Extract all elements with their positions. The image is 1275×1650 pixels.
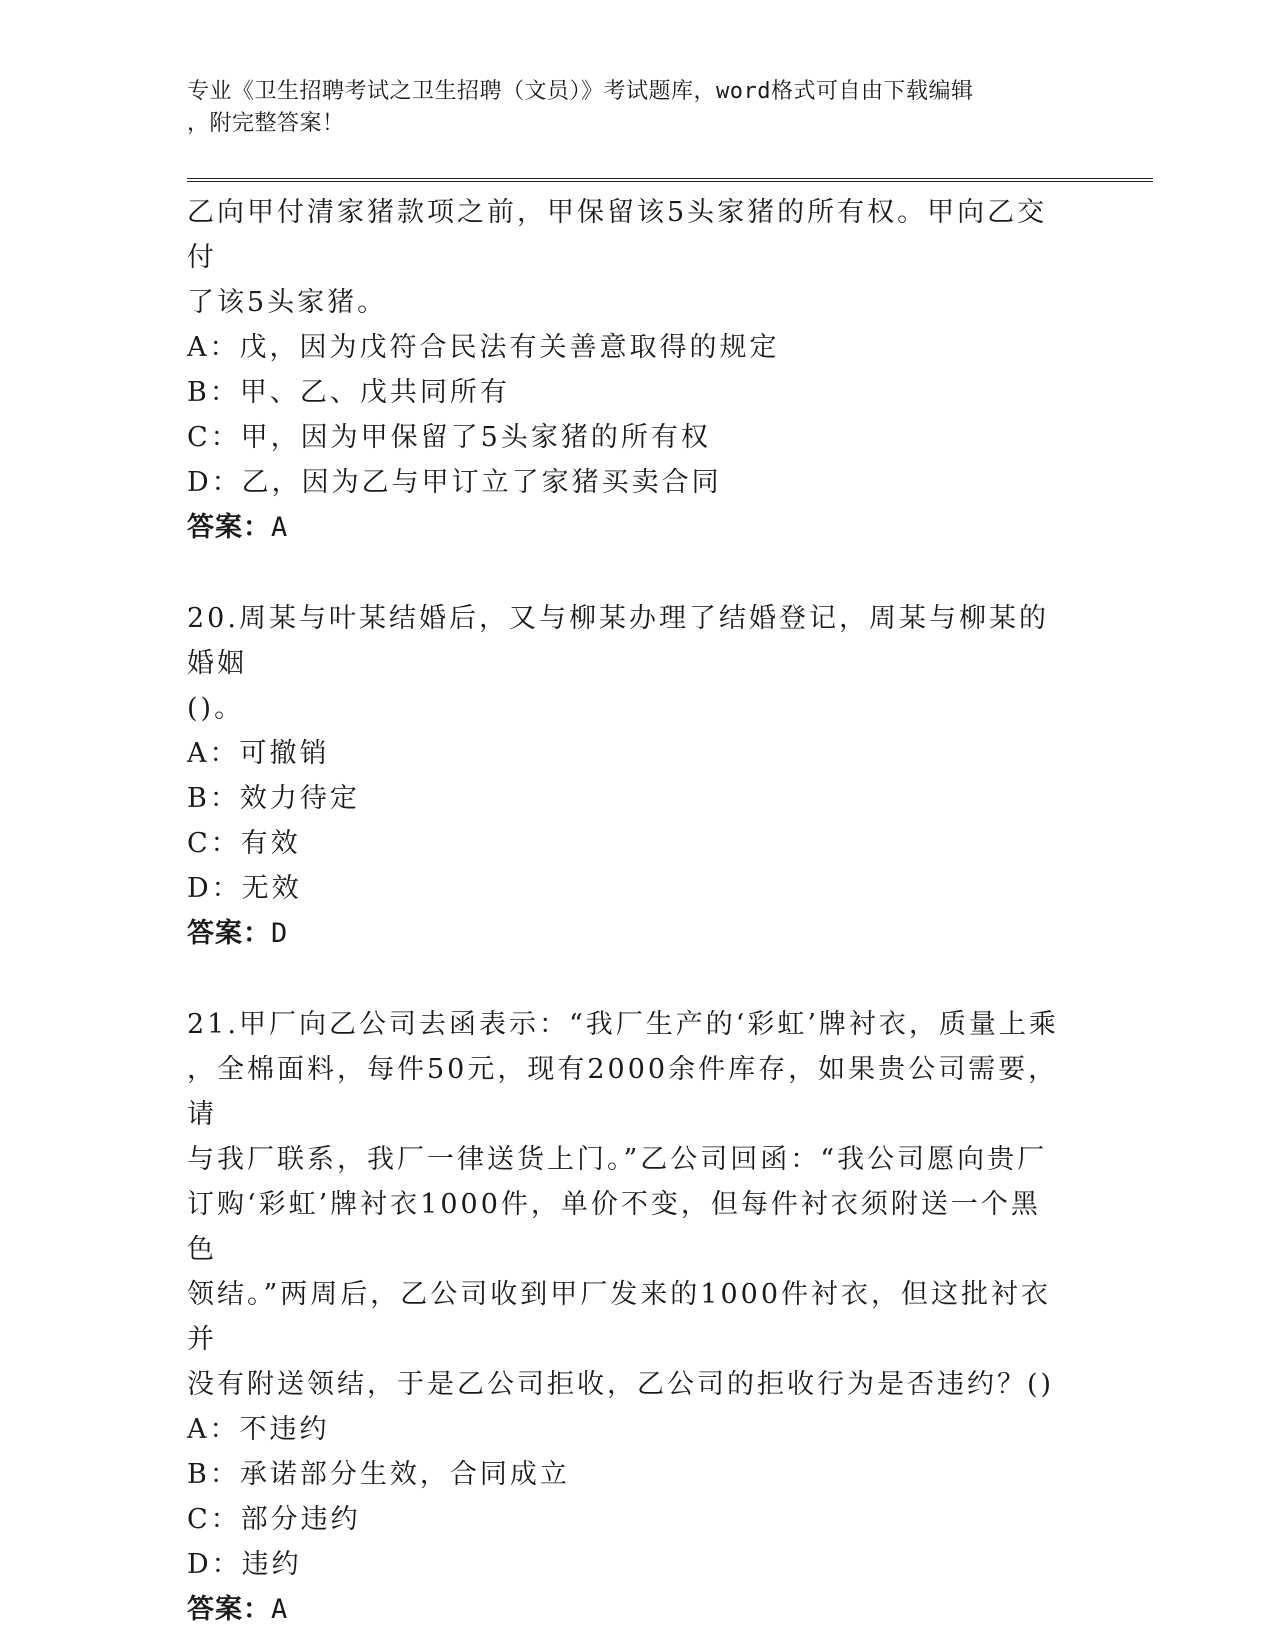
answer-label: 答案： — [187, 512, 271, 543]
option-b: B：承诺部分生效，合同成立 — [187, 1459, 570, 1490]
question-stem-line: 20.周某与叶某结婚后，又与柳某办理了结婚登记，周某与柳某的婚姻 — [187, 603, 1049, 679]
answer-value: D — [271, 918, 289, 949]
option-a: A：可撤销 — [187, 738, 330, 769]
header-double-rule — [187, 178, 1153, 182]
question-stem-line: 21.甲厂向乙公司去函表示：“我厂生产的‘彩虹’牌衬衣，质量上乘 — [187, 1009, 1059, 1040]
option-c: C：甲，因为甲保留了5头家猪的所有权 — [187, 422, 711, 453]
spacer — [187, 956, 1067, 1002]
option-a: A：戊，因为戊符合民法有关善意取得的规定 — [187, 332, 780, 363]
question-block — [187, 1002, 1067, 1632]
question-stem-line: ，全棉面料，每件50元，现有2000余件库存，如果贵公司需要，请 — [187, 1054, 1059, 1130]
header-title-line-2: ，附完整答案！ — [187, 111, 345, 136]
option-a: A：不违约 — [187, 1414, 330, 1445]
header-title-line-1: 专业《卫生招聘考试之卫生招聘（文员）》考试题库，word格式可自由下载编辑 — [187, 79, 974, 104]
option-d: D：无效 — [187, 873, 302, 904]
question-stem-line: 与我厂联系，我厂一律送货上门。”乙公司回函：“我公司愿向贵厂 — [187, 1144, 1048, 1175]
option-c: C：部分违约 — [187, 1504, 361, 1535]
question-stem-line: 乙向甲付清家猪款项之前，甲保留该5头家猪的所有权。甲向乙交付 — [187, 197, 1048, 273]
answer-label: 答案： — [187, 918, 271, 949]
spacer — [187, 550, 1067, 596]
answer-label: 答案： — [187, 1594, 271, 1625]
answer-line — [187, 1587, 1067, 1632]
option-d: D：违约 — [187, 1549, 302, 1580]
option-d: D：乙，因为乙与甲订立了家猪买卖合同 — [187, 467, 722, 498]
answer-value: A — [271, 512, 289, 543]
page-header — [187, 76, 1067, 140]
answer-line — [187, 911, 1067, 956]
answer-line — [187, 505, 1067, 550]
question-stem-line: 没有附送领结，于是乙公司拒收，乙公司的拒收行为是否违约？() — [187, 1369, 1055, 1400]
question-stem-line: ()。 — [187, 693, 245, 724]
question-stem-line: 订购‘彩虹’牌衬衣1000件，单价不变，但每件衬衣须附送一个黑色 — [187, 1189, 1041, 1265]
option-b: B：效力待定 — [187, 783, 360, 814]
question-block — [187, 190, 1067, 550]
option-c: C：有效 — [187, 828, 301, 859]
question-list — [187, 190, 1067, 1632]
question-block — [187, 596, 1067, 956]
question-stem-line: 领结。”两周后，乙公司收到甲厂发来的1000件衬衣，但这批衬衣并 — [187, 1279, 1052, 1355]
answer-value: A — [271, 1594, 289, 1625]
option-b: B：甲、乙、戊共同所有 — [187, 377, 510, 408]
question-stem-line: 了该5头家猪。 — [187, 287, 388, 318]
